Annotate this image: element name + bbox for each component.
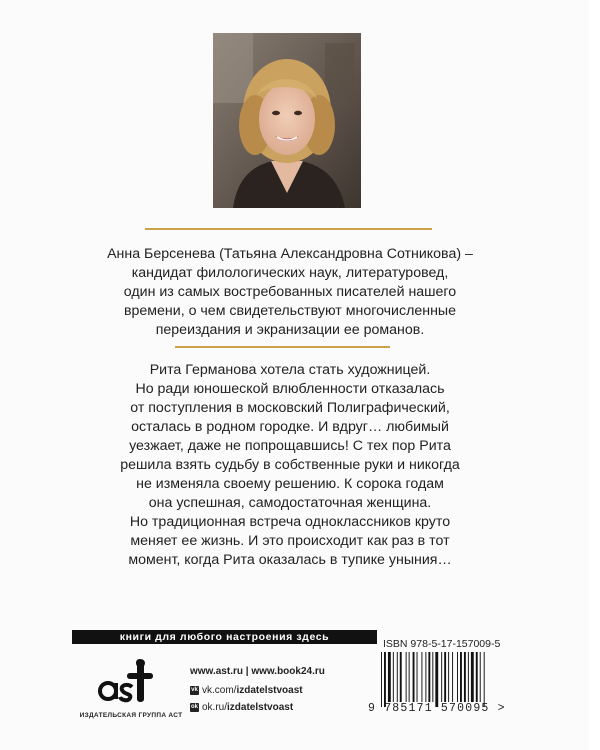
barcode-bar [460,652,462,702]
barcode-bar [406,652,407,702]
slogan-banner: книги для любого настроения здесь [72,630,377,644]
barcode-bar [480,652,481,702]
barcode-bar [381,652,382,707]
social-link-ok[interactable] [190,702,293,713]
barcode-bar [476,652,478,702]
barcode-bar [484,652,485,707]
blurb-line: решила взять судьбу в собственные руки и никогда [120,457,460,473]
barcode-bar [452,652,453,702]
barcode-bar [388,652,391,702]
barcode-bar [468,652,469,702]
bio-line: кандидат филологических наук, литературовед, [131,265,449,281]
barcode-bar [421,652,422,702]
barcode-bar [435,652,438,707]
barcode-bar [409,652,410,702]
barcode-bar [425,652,426,702]
vk-icon: vk [191,687,198,693]
blurb-line: Но традиционная встреча одноклассников круто [129,514,451,530]
blurb-line: меняет ее жизнь. И это происходит как раз в тот [130,533,450,549]
blurb-line: не изменяла своему решению. К сорока годам [136,476,444,492]
blurb-line: уезжает, даже не попрощавшись! С тех пор Рита [129,438,451,454]
isbn-label: ISBN 978-5-17-157009-5 [383,638,501,650]
page-edge [589,0,600,750]
barcode-digits: 9 785171 570095 > [368,702,506,715]
social-prefix: ok.ru/ [202,702,228,713]
social-link-vk[interactable] [190,685,303,696]
gold-divider [145,228,432,230]
blurb-line: от поступления в московский Полиграфический, [130,400,450,416]
barcode-bar [444,652,446,702]
barcode-bar [471,652,474,702]
blurb-line: она успешная, самодостаточная женщина. [148,495,432,511]
publisher-logo [92,655,172,705]
barcode [379,652,507,707]
bio-line: переиздания и экранизации ее романов. [155,322,425,338]
gold-divider [175,346,390,348]
bio-line: Анна Берсенева (Татьяна Александровна Сотникова) – [107,246,473,262]
barcode-bar [448,652,449,702]
barcode-bar [384,652,386,707]
blurb-line: осталась в родном городке. И вдруг… любимый [131,419,449,435]
book-blurb [90,361,490,570]
barcode-bar [428,652,430,702]
blurb-line: Но ради юношеской влюбленности отказалась [135,381,445,397]
blurb-line: момент, когда Рита оказалась в тупике уныния… [128,552,452,568]
author-bio [80,245,500,340]
social-handle: izdatelstvoast [236,685,303,696]
barcode-bar [441,652,442,702]
barcode-bar [413,652,415,702]
barcode-bar [397,652,398,702]
bio-line: времени, о чем свидетельствуют многочисленные [123,303,457,319]
publisher-name: ИЗДАТЕЛЬСКАЯ ГРУППА АСТ [79,712,183,719]
barcode-bar [432,652,433,702]
social-handle: izdatelstvoast [227,702,294,713]
website-links[interactable]: www.ast.ru | www.book24.ru [190,666,325,677]
author-photo [213,33,361,208]
ok-icon: ok [190,704,198,710]
social-prefix: vk.com/ [202,685,237,696]
barcode-bar [393,652,394,702]
barcode-bar [464,652,466,702]
barcode-bar [400,652,402,702]
bio-line: один из самых востребованных писателей нашего [123,284,457,300]
barcode-bar [457,652,458,702]
barcode-bar [417,652,418,702]
blurb-line: Рита Германова хотела стать художницей. [149,362,431,378]
